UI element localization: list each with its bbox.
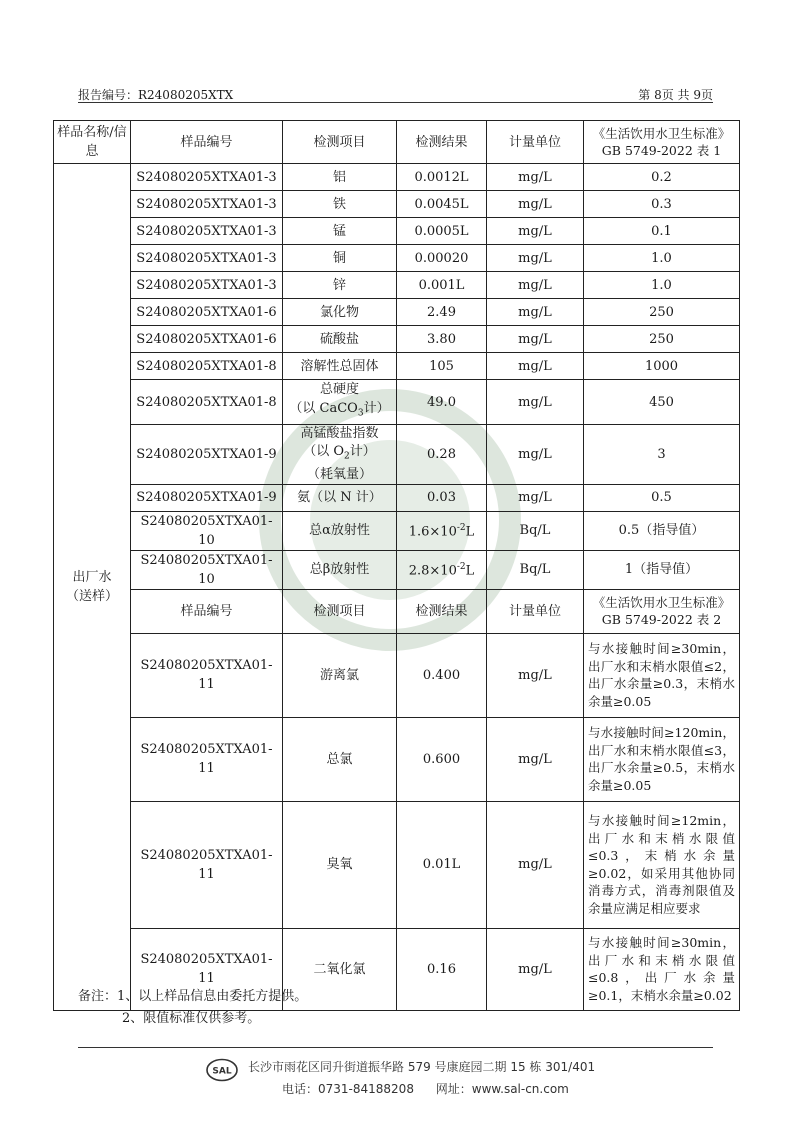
test-item [283,425,397,485]
test-result: 0.400 [397,633,487,717]
header-standard-1 [584,121,740,164]
unit: Bq/L [487,511,584,550]
test-item: 铜 [283,245,397,272]
unit: mg/L [487,353,584,380]
table-row [54,326,740,353]
sample-no: S24080205XTXA01-6 [131,326,283,353]
unit: mg/L [487,218,584,245]
test-item: 总β放射性 [283,550,397,589]
test-item: 臭氧 [283,801,397,928]
header-unit: 计量单位 [487,121,584,164]
sample-no: S24080205XTXA01-11 [131,633,283,717]
unit: mg/L [487,164,584,191]
company-logo-icon [206,1058,238,1082]
table-row [54,717,740,801]
limit: 3 [584,425,740,485]
test-result: 0.16 [397,928,487,1010]
table-row [54,299,740,326]
table-row [54,164,740,191]
test-result: 0.0012L [397,164,487,191]
limit: 0.1 [584,218,740,245]
header-sample-no: 样品编号 [131,589,283,633]
test-result: 0.001L [397,272,487,299]
test-result: 49.0 [397,380,487,425]
test-result: 3.80 [397,326,487,353]
footer-divider [78,1047,713,1048]
test-item: 锰 [283,218,397,245]
sample-name: 出厂水 [72,569,112,585]
header-standard-2 [584,589,740,633]
header-result: 检测结果 [397,589,487,633]
table-row [54,633,740,717]
unit: mg/L [487,245,584,272]
sample-no: S24080205XTXA01-8 [131,353,283,380]
test-item: 铝 [283,164,397,191]
limit: 0.5 [584,484,740,511]
limit: 1.0 [584,272,740,299]
unit: mg/L [487,380,584,425]
test-item: 硫酸盐 [283,326,397,353]
report-number: 报告编号：R24080205XTX [78,88,234,102]
test-result: $2.8\times 10^{-2}L$ [397,550,487,589]
sample-no: S24080205XTXA01-8 [131,380,283,425]
sample-type: （送样） [65,588,118,604]
sample-no: S24080205XTXA01-11 [131,801,283,928]
test-result: 0.0045L [397,191,487,218]
test-result: 0.28 [397,425,487,485]
limit: 0.5（指导值） [584,511,740,550]
remark-1: 备注：1、以上样品信息由委托方提供。 [78,989,308,1004]
standard-title: 《生活饮用水卫生标准》 [592,595,731,611]
sample-no: S24080205XTXA01-10 [131,511,283,550]
test-item: 溶解性总固体 [283,353,397,380]
standard-code: GB 5749-2022 表 1 [601,143,722,158]
unit: mg/L [487,326,584,353]
unit: mg/L [487,717,584,801]
limit: 与水接触时间≥30min，出厂水和末梢水限值≤2，出厂水余量≥0.3，末梢水余量≥0.05 [584,633,740,717]
test-result: 0.0005L [397,218,487,245]
table-row [54,245,740,272]
test-item: 锌 [283,272,397,299]
item-note: （耗氧量） [306,466,372,482]
unit: mg/L [487,928,584,1010]
unit: mg/L [487,191,584,218]
sample-no: S24080205XTXA01-9 [131,425,283,485]
limit: 与水接触时间≥120min，出厂水和末梢水限值≤3，出厂水余量≥0.5，末梢水余量≥0.05 [584,717,740,801]
table-row [54,380,740,425]
table-row [54,353,740,380]
test-results-table [53,120,740,1011]
sample-no: S24080205XTXA01-3 [131,164,283,191]
test-result: 0.03 [397,484,487,511]
table-row [54,218,740,245]
table-row [54,425,740,485]
sample-name-cell [54,164,131,1011]
table-row [54,801,740,928]
limit: 450 [584,380,740,425]
limit: 250 [584,299,740,326]
item-basis: （以 CaCO$_3$计） [289,401,390,419]
unit: mg/L [487,272,584,299]
company-website: 网址：www.sal-cn.com [435,1082,569,1096]
company-phone: 电话：0731-84188208 [282,1082,414,1096]
header-item: 检测项目 [283,121,397,164]
sample-no: S24080205XTXA01-10 [131,550,283,589]
header-result: 检测结果 [397,121,487,164]
sample-no: S24080205XTXA01-11 [131,928,283,1010]
header-sample-name: 样品名称/信息 [54,121,131,164]
page-header [78,84,713,103]
sample-no: S24080205XTXA01-3 [131,272,283,299]
limit: 0.3 [584,191,740,218]
company-address: 长沙市雨花区同升街道振华路 579 号康庭园二期 15 栋 301/401 [248,1060,596,1074]
test-result: $1.6\times 10^{-2}L$ [397,511,487,550]
remarks [78,986,307,1030]
company-contact [282,1080,587,1097]
sample-no: S24080205XTXA01-3 [131,245,283,272]
test-item: 二氧化氯 [283,928,397,1010]
test-item: 氯化物 [283,299,397,326]
test-item [283,380,397,425]
test-result: 0.600 [397,717,487,801]
item-name: 总硬度 [319,382,359,398]
standard-code: GB 5749-2022 表 2 [601,612,722,628]
unit: Bq/L [487,550,584,589]
test-item: 总氯 [283,717,397,801]
standard-title: 《生活饮用水卫生标准》 [592,126,731,141]
limit: 250 [584,326,740,353]
limit: 与水接触时间≥12min，出厂水和末梢水限值≤0.3，末梢水余量≥0.02，如采用其他协同消毒方式，消毒剂限值及余量应满足相应要求 [584,801,740,928]
test-result: 0.00020 [397,245,487,272]
header-sample-no: 样品编号 [131,121,283,164]
svg-text:SAL: SAL [212,1066,232,1077]
limit: 1.0 [584,245,740,272]
unit: mg/L [487,801,584,928]
limit: 1000 [584,353,740,380]
limit: 1（指导值） [584,550,740,589]
item-name: 高锰酸盐指数 [300,426,379,441]
page-number: 第 8页 共 9页 [638,88,713,102]
sample-no: S24080205XTXA01-6 [131,299,283,326]
table-header-row [54,121,740,164]
item-basis: （以 $O_2$计） [303,444,376,462]
unit: mg/L [487,633,584,717]
table-row [54,511,740,550]
sample-no: S24080205XTXA01-11 [131,717,283,801]
unit: mg/L [487,425,584,485]
table-row [54,484,740,511]
table-row [54,272,740,299]
table-row [54,191,740,218]
table-subheader-row [54,589,740,633]
header-unit: 计量单位 [487,589,584,633]
limit: 0.2 [584,164,740,191]
sample-no: S24080205XTXA01-3 [131,218,283,245]
header-item: 检测项目 [283,589,397,633]
table-row [54,550,740,589]
unit: mg/L [487,299,584,326]
limit: 与水接触时间≥30min，出厂水和末梢水限值≤0.8，出厂水余量≥0.1，末梢水余量≥0.02 [584,928,740,1010]
unit: mg/L [487,484,584,511]
test-result: 2.49 [397,299,487,326]
test-result: 0.01L [397,801,487,928]
test-item: 氨（以 N 计） [283,484,397,511]
sample-no: S24080205XTXA01-9 [131,484,283,511]
test-item: 游离氯 [283,633,397,717]
remark-2: 2、限值标准仅供参考。 [122,1011,261,1026]
test-item: 总α放射性 [283,511,397,550]
test-item: 铁 [283,191,397,218]
sample-no: S24080205XTXA01-3 [131,191,283,218]
test-result: 105 [397,353,487,380]
